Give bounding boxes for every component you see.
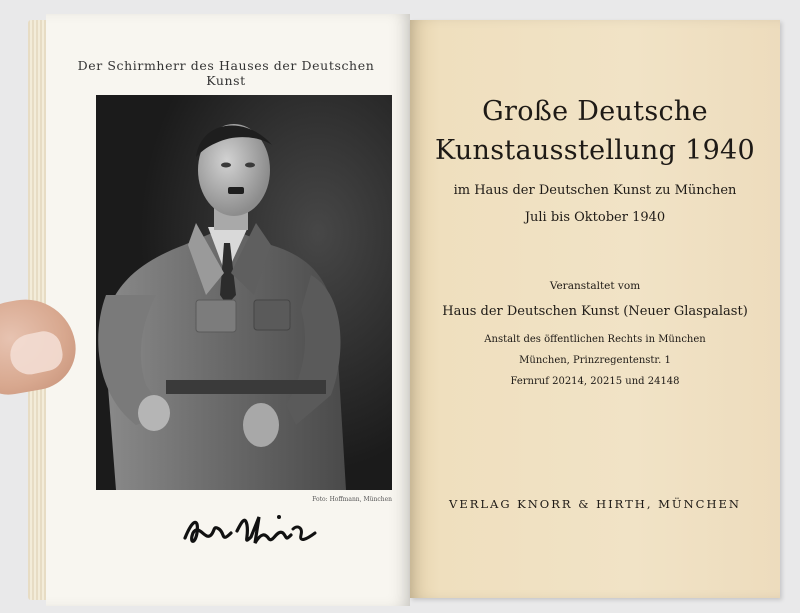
address-line-1: Anstalt des öffentlichen Rechts in München: [484, 334, 706, 345]
subtitle-line-2: Juli bis Oktober 1940: [524, 210, 666, 225]
address-line-2: München, Prinzregentenstr. 1: [519, 355, 671, 366]
publisher-line: VERLAG KNORR & HIRTH, MÜNCHEN: [449, 497, 741, 511]
photo-credit: Foto: Hoffmann, München: [312, 496, 392, 503]
portrait-figure: [96, 95, 392, 490]
signature-icon: [175, 503, 325, 558]
organiser-label: Veranstaltet vom: [549, 280, 641, 292]
title-line-2: Kunstausstellung 1940: [434, 135, 756, 166]
patron-caption: Der Schirmherr des Hauses der Deutschen Kunst: [77, 58, 375, 88]
title-line-1: Große Deutsche: [482, 96, 708, 127]
signature-image: [175, 503, 325, 558]
subtitle-line-1: im Haus der Deutschen Kunst zu München: [453, 183, 737, 198]
organiser-name: Haus der Deutschen Kunst (Neuer Glaspalast): [442, 304, 748, 319]
phone-line: Fernruf 20214, 20215 und 24148: [510, 376, 680, 387]
portrait-photo: [96, 95, 392, 490]
